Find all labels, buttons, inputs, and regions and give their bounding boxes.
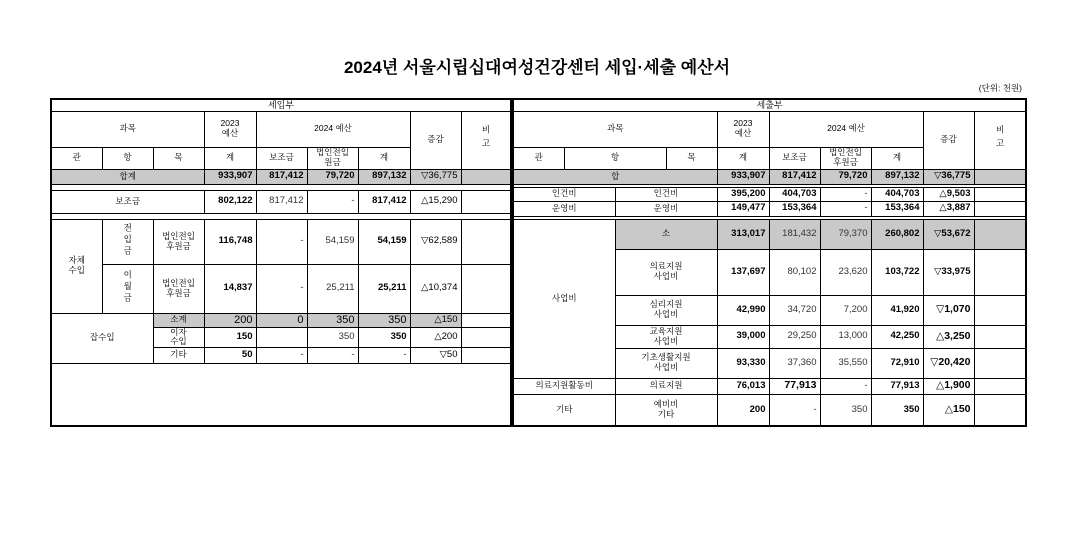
income-misc-subtotal-total: 350 (358, 313, 410, 327)
expense-operating-corp: - (820, 201, 871, 216)
expense-prev-budget-header: 2023 예산 (717, 111, 769, 147)
expense-personnel-total: 404,703 (871, 187, 923, 201)
expense-header-row (513, 111, 1026, 147)
expense-subsidy-header: 보조금 (769, 147, 820, 169)
income-carryover-prev: 14,837 (204, 264, 256, 313)
expense-total-corp: 79,720 (820, 169, 871, 184)
expense-section-title: 세출부 (513, 99, 1026, 111)
expense-business-subsidy: 34,720 (769, 295, 820, 325)
expense-business-note (974, 348, 1026, 378)
expense-gwan-header: 관 (513, 147, 564, 169)
expense-business-note (974, 325, 1026, 348)
expense-business-item: 의료지원 사업비 (615, 249, 717, 295)
expense-medical-activity-change: △1,900 (923, 378, 974, 394)
document-title: 2024년 서울시립십대여성건강센터 세입·세출 예산서 (343, 58, 731, 77)
income-other-corp: - (307, 347, 358, 363)
income-mok-header: 목 (153, 147, 204, 169)
expense-medical-activity-note (974, 378, 1026, 394)
expense-business-note (974, 295, 1026, 325)
income-misc-subtotal-corp: 350 (307, 313, 358, 327)
income-subsidy-prev: 802,122 (204, 190, 256, 213)
expense-total-total: 897,132 (871, 169, 923, 184)
expense-business-note (974, 249, 1026, 295)
income-other-change: ▽50 (410, 347, 461, 363)
expense-medical-activity-hang: 의료지원 (615, 378, 717, 394)
income-misc-subtotal-mok: 소계 (153, 313, 204, 327)
expense-other-hang: 예비비 기타 (615, 394, 717, 426)
expense-business-subsidy: 181,432 (769, 219, 820, 249)
income-misc-subtotal-note (461, 313, 511, 327)
expense-total-note (974, 169, 1026, 184)
income-misc-subtotal-prev: 200 (204, 313, 256, 327)
expense-operating-hang: 운영비 (615, 201, 717, 216)
expense-business-subsidy: 29,250 (769, 325, 820, 348)
income-transfer-corp: 54,159 (307, 219, 358, 264)
income-transfer-change: ▽62,589 (410, 219, 461, 264)
income-carryover-note (461, 264, 511, 313)
income-hang-header: 항 (102, 147, 153, 169)
expense-personnel-change: △9,503 (923, 187, 974, 201)
expense-personnel-corp: - (820, 187, 871, 201)
income-transfer-row (51, 219, 511, 264)
income-interest-prev: 150 (204, 327, 256, 347)
income-corp-header: 법인전입 원금 (307, 147, 358, 169)
expense-total-row (513, 169, 1026, 184)
expense-medical-activity-row (513, 378, 1026, 394)
expense-business-change: ▽20,420 (923, 348, 974, 378)
expense-hang-header: 항 (564, 147, 666, 169)
unit-label: (단위: 천원) (978, 83, 1022, 93)
income-total-label: 합계 (51, 169, 204, 184)
expense-operating-row (513, 201, 1026, 216)
income-subsidy-change: △15,290 (410, 190, 461, 213)
expense-personnel-gwan: 인건비 (513, 187, 615, 201)
income-blank-area (51, 363, 511, 426)
income-total-prev: 933,907 (204, 169, 256, 184)
income-misc-subtotal-row (51, 313, 511, 327)
expense-business-prev: 137,697 (717, 249, 769, 295)
income-misc-subtotal-change: △150 (410, 313, 461, 327)
expense-total-label: 합 (513, 169, 717, 184)
expense-personnel-prev: 395,200 (717, 187, 769, 201)
income-interest-mok: 이자 수입 (153, 327, 204, 347)
expense-other-total: 350 (871, 394, 923, 426)
income-carryover-hang (102, 264, 153, 313)
income-subsidy-row (51, 190, 511, 213)
income-carryover-subsidy: - (256, 264, 307, 313)
income-own-label: 자체 수입 (51, 219, 102, 313)
expense-business-item: 심리지원 사업비 (615, 295, 717, 325)
income-total-change: ▽36,775 (410, 169, 461, 184)
income-total-header: 계 (358, 147, 410, 169)
income-prev-total-header: 계 (204, 147, 256, 169)
expense-operating-change: △3,887 (923, 201, 974, 216)
expense-business-total: 42,250 (871, 325, 923, 348)
expense-prev-total-header: 계 (717, 147, 769, 169)
expense-business-change: ▽33,975 (923, 249, 974, 295)
income-other-mok: 기타 (153, 347, 204, 363)
income-transfer-total: 54,159 (358, 219, 410, 264)
income-subsidy-subsidy: 817,412 (256, 190, 307, 213)
expense-personnel-hang: 인건비 (615, 187, 717, 201)
expense-note-header-label: 비고 (995, 125, 1006, 153)
expense-business-corp: 7,200 (820, 295, 871, 325)
expense-operating-subsidy: 153,364 (769, 201, 820, 216)
expense-business-item: 소 (615, 219, 717, 249)
expense-business-item: 교육지원 사업비 (615, 325, 717, 348)
expense-subject-header: 과목 (513, 111, 717, 147)
expense-budget-header: 2024 예산 (769, 111, 923, 147)
income-budget-header: 2024 예산 (256, 111, 410, 147)
income-total-total: 897,132 (358, 169, 410, 184)
expense-total-subsidy: 817,412 (769, 169, 820, 184)
income-note-header (461, 111, 511, 169)
expense-total-change: ▽36,775 (923, 169, 974, 184)
income-transfer-hang-label: 전입금 (122, 223, 133, 258)
income-transfer-hang (102, 219, 153, 264)
income-subsidy-total: 817,412 (358, 190, 410, 213)
income-other-prev: 50 (204, 347, 256, 363)
expense-business-prev: 313,017 (717, 219, 769, 249)
expense-operating-prev: 149,477 (717, 201, 769, 216)
expense-business-subsidy: 37,360 (769, 348, 820, 378)
expense-total-header: 계 (871, 147, 923, 169)
expense-total-prev: 933,907 (717, 169, 769, 184)
income-total-subsidy: 817,412 (256, 169, 307, 184)
expense-business-prev: 42,990 (717, 295, 769, 325)
income-carryover-change: △10,374 (410, 264, 461, 313)
income-carryover-corp: 25,211 (307, 264, 358, 313)
income-section-row (51, 99, 511, 111)
income-interest-total: 350 (358, 327, 410, 347)
income-table (50, 98, 512, 427)
expense-medical-activity-total: 77,913 (871, 378, 923, 394)
income-misc-subtotal-subsidy: 0 (256, 313, 307, 327)
expense-section-row (513, 99, 1026, 111)
income-other-subsidy: - (256, 347, 307, 363)
income-interest-note (461, 327, 511, 347)
income-prev-budget-header: 2023 예산 (204, 111, 256, 147)
expense-corp-header: 법인전입 후원금 (820, 147, 871, 169)
expense-business-prev: 39,000 (717, 325, 769, 348)
income-carryover-total: 25,211 (358, 264, 410, 313)
income-subsidy-label: 보조금 (51, 190, 204, 213)
expense-business-total: 103,722 (871, 249, 923, 295)
income-total-corp: 79,720 (307, 169, 358, 184)
expense-other-gwan: 기타 (513, 394, 615, 426)
expense-business-total: 72,910 (871, 348, 923, 378)
expense-note-header (974, 111, 1026, 169)
expense-other-note (974, 394, 1026, 426)
income-subsidy-note (461, 190, 511, 213)
income-transfer-note (461, 219, 511, 264)
expense-business-change: △3,250 (923, 325, 974, 348)
expense-business-total: 41,920 (871, 295, 923, 325)
income-section-title: 세입부 (51, 99, 511, 111)
income-transfer-subsidy: - (256, 219, 307, 264)
income-change-header: 증감 (410, 111, 461, 169)
expense-medical-activity-prev: 76,013 (717, 378, 769, 394)
income-interest-subsidy (256, 327, 307, 347)
income-transfer-prev: 116,748 (204, 219, 256, 264)
expense-operating-note (974, 201, 1026, 216)
expense-personnel-note (974, 187, 1026, 201)
income-subject-header: 과목 (51, 111, 204, 147)
expense-mok-header: 목 (666, 147, 717, 169)
expense-business-change: ▽53,672 (923, 219, 974, 249)
income-interest-corp: 350 (307, 327, 358, 347)
expense-business-item: 기초생활지원 사업비 (615, 348, 717, 378)
income-carryover-hang-label: 이월금 (122, 270, 133, 305)
income-total-row (51, 169, 511, 184)
income-subsidy-corp: - (307, 190, 358, 213)
expense-business-corp: 23,620 (820, 249, 871, 295)
income-total-note (461, 169, 511, 184)
expense-business-corp: 79,370 (820, 219, 871, 249)
income-other-note (461, 347, 511, 363)
expense-business-label: 사업비 (513, 219, 615, 378)
expense-business-corp: 13,000 (820, 325, 871, 348)
expense-business-corp: 35,550 (820, 348, 871, 378)
income-transfer-mok: 법인전입 후원금 (153, 219, 204, 264)
expense-medical-activity-subsidy: 77,913 (769, 378, 820, 394)
expense-other-prev: 200 (717, 394, 769, 426)
income-blank-row (51, 363, 511, 426)
expense-business-prev: 93,330 (717, 348, 769, 378)
expense-medical-activity-corp: - (820, 378, 871, 394)
income-header-row (51, 111, 511, 147)
expense-medical-activity-gwan: 의료지원활동비 (513, 378, 615, 394)
expense-table (512, 98, 1027, 427)
expense-operating-total: 153,364 (871, 201, 923, 216)
income-subsidy-header: 보조금 (256, 147, 307, 169)
income-gwan-header: 관 (51, 147, 102, 169)
income-carryover-row (51, 264, 511, 313)
expense-business-note (974, 219, 1026, 249)
expense-personnel-subsidy: 404,703 (769, 187, 820, 201)
income-other-total: - (358, 347, 410, 363)
income-misc-label: 잡수입 (51, 313, 153, 363)
expense-other-row (513, 394, 1026, 426)
expense-change-header: 증감 (923, 111, 974, 169)
expense-other-subsidy: - (769, 394, 820, 426)
expense-personnel-row (513, 187, 1026, 201)
income-carryover-mok: 법인전입 후원금 (153, 264, 204, 313)
income-interest-change: △200 (410, 327, 461, 347)
expense-business-total: 260,802 (871, 219, 923, 249)
expense-operating-gwan: 운영비 (513, 201, 615, 216)
expense-other-change: △150 (923, 394, 974, 426)
expense-business-subtotal-row (513, 219, 1026, 249)
income-note-header-label: 비고 (481, 125, 491, 153)
expense-other-corp: 350 (820, 394, 871, 426)
expense-business-subsidy: 80,102 (769, 249, 820, 295)
expense-business-change: ▽1,070 (923, 295, 974, 325)
